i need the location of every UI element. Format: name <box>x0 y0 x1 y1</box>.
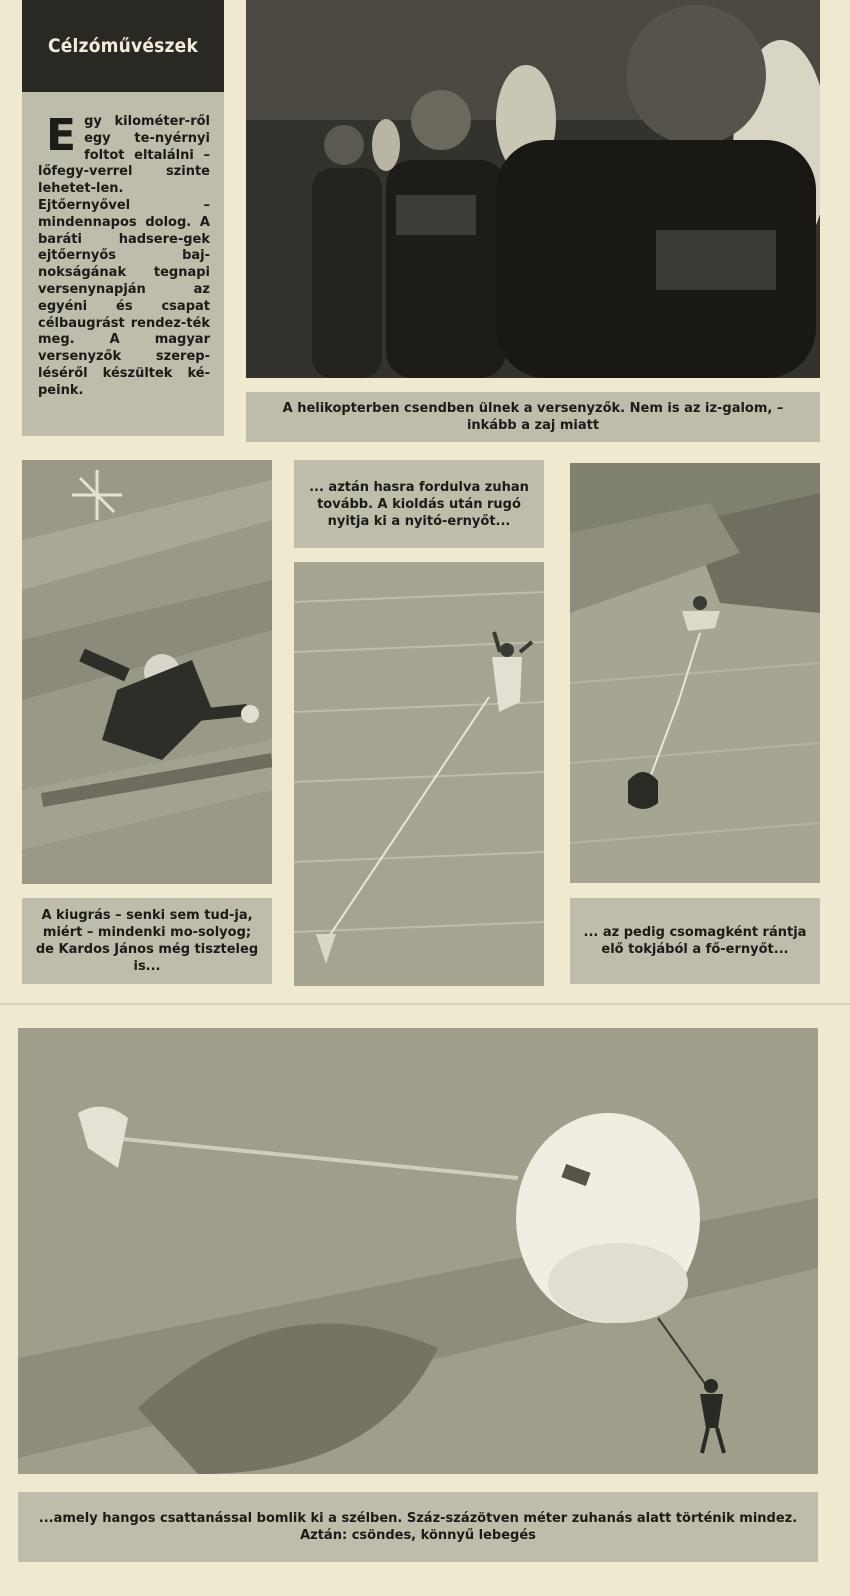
pilot-chute-photo <box>570 463 820 883</box>
freefall-photo <box>294 562 544 986</box>
article-title-text: Célzóművészek <box>47 35 199 57</box>
jump-caption <box>22 898 272 984</box>
intro-text: gy kilométer-ről egy te-nyérnyi foltot eltalálni – lőfegy-verrel szinte lehetet-len. Ejtőernyővel – mindennapos dolog. A baráti hadsere-gek ejtőernyős baj-nokságának tegnapi versenynapján az egyéni és csapat célbaugrást rendez-ték meg. A magyar versenyzők szerep-léséről készültek ké-peink. <box>38 114 210 398</box>
article-title <box>22 0 224 92</box>
freefall-caption-text: ... aztán hasra fordulva zuhan tovább. A kioldás után rugó nyitja ki a nyitó-ernyőt... <box>309 479 529 529</box>
canopy-caption-text: ...amely hangos csattanással bomlik ki a szélben. Száz-százötven méter zuhanás alatt történik mindez. Aztán: csöndes, könnyű lebegés <box>38 1511 798 1543</box>
pilot-chute-caption-text: ... az pedig csomagként rántja elő tokjából a fő-ernyőt... <box>583 925 807 957</box>
canopy-opening-photo <box>18 1028 818 1474</box>
canopy-caption <box>18 1492 818 1562</box>
jump-caption-text: A kiugrás – senki sem tud-ja, miért – mindenki mo-solyog; de Kardos János még tiszteleg is... <box>35 908 259 974</box>
fold-line <box>0 1003 850 1005</box>
skydiver-exit-photo <box>22 460 272 884</box>
intro-dropcap: E <box>46 110 77 161</box>
helicopter-interior-photo <box>246 0 820 378</box>
pilot-chute-caption <box>570 898 820 984</box>
article-intro <box>22 92 224 436</box>
helicopter-caption <box>246 392 820 442</box>
helicopter-caption-text: A helikopterben csendben ülnek a versenyzők. Nem is az iz-galom, – inkább a zaj miatt <box>282 401 784 433</box>
freefall-caption <box>294 460 544 548</box>
